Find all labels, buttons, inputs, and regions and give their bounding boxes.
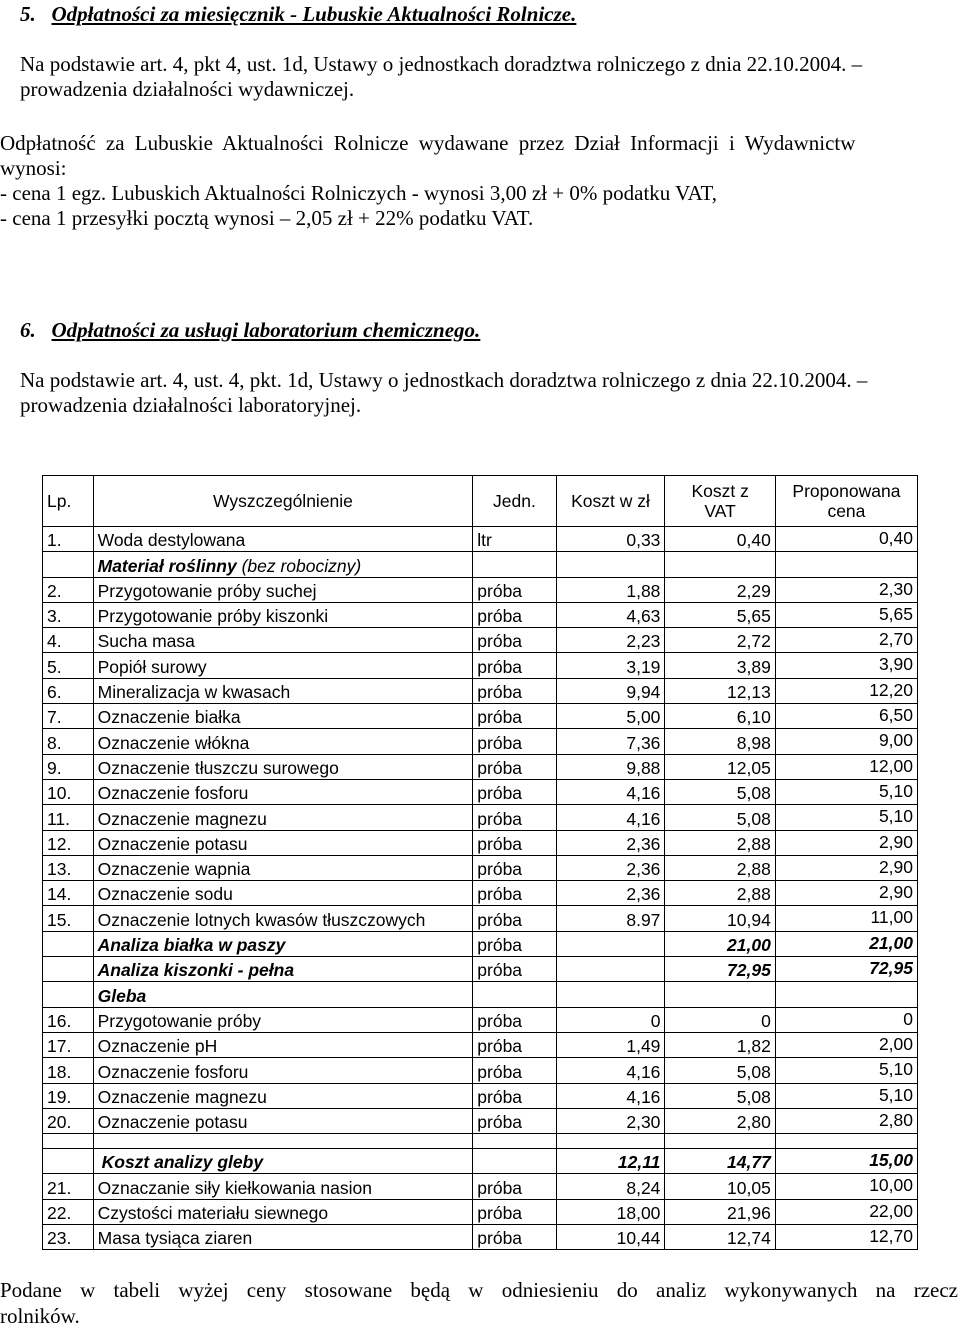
row-name-text: Oznaczenie lotnych kwasów tłuszczowych: [97, 909, 426, 930]
row-proposed-price: 12,00: [775, 754, 917, 779]
row-proposed-price: 2,00: [775, 1032, 917, 1057]
row-lp: 6.: [43, 678, 94, 703]
row-proposed-price: 15,00: [775, 1149, 917, 1174]
footer-note-line2: rolników.: [0, 1304, 80, 1328]
row-cost: [556, 1134, 665, 1149]
section-5-fee-line2: wynosi:: [0, 156, 67, 180]
row-name: [93, 552, 473, 577]
row-cost-vat: 5,08: [665, 779, 775, 804]
row-proposed-price: 6,50: [775, 704, 917, 729]
row-name: [93, 1199, 473, 1224]
row-name-text: Materiał roślinny: [97, 555, 237, 576]
section-5-number: 5.: [20, 2, 36, 26]
row-cost-vat: 12,74: [665, 1225, 775, 1250]
row-unit: próba: [473, 881, 556, 906]
table-row: [43, 931, 918, 956]
table-row: [43, 1225, 918, 1250]
row-cost-vat: 2,72: [665, 628, 775, 653]
table-row: [43, 1007, 918, 1032]
header-cost-vat-line2: VAT: [704, 501, 736, 521]
table-row: [43, 704, 918, 729]
row-proposed-price: 3,90: [775, 653, 917, 678]
header-proposed-price: [775, 476, 917, 527]
table-row: [43, 982, 918, 1007]
table-row: [43, 957, 918, 982]
row-name: [93, 1174, 473, 1199]
row-cost-vat: 5,08: [665, 1083, 775, 1108]
row-cost-vat: 6,10: [665, 704, 775, 729]
row-lp: 19.: [43, 1083, 94, 1108]
row-name-text: Oznaczanie siły kiełkowania nasion: [97, 1177, 372, 1198]
row-cost-vat: 2,80: [665, 1108, 775, 1133]
row-unit: [473, 1149, 556, 1174]
row-proposed-price: 0: [775, 1007, 917, 1032]
row-unit: ltr: [473, 527, 556, 552]
row-proposed-price: 21,00: [775, 931, 917, 956]
table-row: [43, 906, 918, 931]
row-cost: 2,30: [556, 1108, 665, 1133]
row-proposed-price: 2,70: [775, 628, 917, 653]
footer-note-line1: Podane w tabeli wyżej ceny stosowane będą w odniesieniu do analiz wykonywanych na rzecz: [0, 1278, 958, 1302]
row-lp: 21.: [43, 1174, 94, 1199]
row-unit: próba: [473, 805, 556, 830]
row-name-text: Oznaczenie sodu: [97, 884, 233, 905]
table-row: [43, 1032, 918, 1057]
row-name: [93, 1149, 473, 1174]
table-row: [43, 678, 918, 703]
row-cost-vat: 5,08: [665, 805, 775, 830]
row-name-text: Gleba: [97, 985, 147, 1006]
row-lp: 2.: [43, 577, 94, 602]
row-cost: [556, 931, 665, 956]
table-row: [43, 527, 918, 552]
row-lp: [43, 931, 94, 956]
row-proposed-price: 5,10: [775, 805, 917, 830]
row-unit: próba: [473, 754, 556, 779]
row-cost: 18,00: [556, 1199, 665, 1224]
row-unit: próba: [473, 957, 556, 982]
row-proposed-price: 11,00: [775, 906, 917, 931]
table-row: [43, 1149, 918, 1174]
row-unit: próba: [473, 577, 556, 602]
row-proposed-price: 2,80: [775, 1108, 917, 1133]
row-lp: [43, 1149, 94, 1174]
row-lp: 15.: [43, 906, 94, 931]
row-name: [93, 1225, 473, 1250]
row-lp: 14.: [43, 881, 94, 906]
row-unit: próba: [473, 1007, 556, 1032]
row-cost: 3,19: [556, 653, 665, 678]
row-lp: 5.: [43, 653, 94, 678]
row-unit: próba: [473, 830, 556, 855]
row-name-text: Woda destylowana: [97, 530, 246, 551]
section-5-price-line1: - cena 1 egz. Lubuskich Aktualności Rolniczych - wynosi 3,00 zł + 0% podatku VAT,: [0, 181, 717, 205]
row-cost-vat: 8,98: [665, 729, 775, 754]
footer-note: [0, 1277, 958, 1329]
row-name: [93, 754, 473, 779]
row-name-text: Analiza białka w paszy: [97, 935, 286, 956]
row-lp: 23.: [43, 1225, 94, 1250]
row-lp: [43, 957, 94, 982]
row-cost: 2,36: [556, 881, 665, 906]
row-unit: próba: [473, 729, 556, 754]
row-name-text: Sucha masa: [97, 631, 195, 652]
header-proposed-line2: cena: [827, 501, 866, 521]
row-name-text: Oznaczenie magnezu: [97, 1086, 267, 1107]
table-row: [43, 628, 918, 653]
row-proposed-price: 5,65: [775, 602, 917, 627]
row-cost-vat: [665, 1134, 775, 1149]
row-lp: 9.: [43, 754, 94, 779]
row-proposed-price: 72,95: [775, 957, 917, 982]
row-cost: 7,36: [556, 729, 665, 754]
header-name: Wyszczególnienie: [93, 476, 473, 527]
row-proposed-price: 12,20: [775, 678, 917, 703]
row-lp: 3.: [43, 602, 94, 627]
row-name: [93, 881, 473, 906]
row-lp: [43, 552, 94, 577]
row-cost: 4,63: [556, 602, 665, 627]
row-cost-vat: 0: [665, 1007, 775, 1032]
section-5-basis-line1: Na podstawie art. 4, pkt 4, ust. 1d, Ustawy o jednostkach doradztwa rolniczego z dnia 22.10.2004. –: [20, 52, 863, 76]
row-unit: próba: [473, 855, 556, 880]
section-5-title: Odpłatności za miesięcznik - Lubuskie Aktualności Rolnicze.: [51, 2, 577, 26]
row-name-text: Oznaczenie fosforu: [97, 783, 249, 804]
row-cost: 0,33: [556, 527, 665, 552]
table-row: [43, 855, 918, 880]
row-lp: [43, 982, 94, 1007]
section-6-basis-line2: prowadzenia działalności laboratoryjnej.: [20, 393, 362, 417]
row-unit: próba: [473, 1199, 556, 1224]
row-name-text: Oznaczenie potasu: [97, 1112, 248, 1133]
row-name: [93, 729, 473, 754]
row-name: [93, 830, 473, 855]
row-unit: [473, 1134, 556, 1149]
row-lp: 7.: [43, 704, 94, 729]
row-lp: [43, 1134, 94, 1149]
row-cost-vat: [665, 552, 775, 577]
section-6-heading: [20, 318, 480, 343]
row-proposed-price: 2,30: [775, 577, 917, 602]
row-name-text: Oznaczenie fosforu: [97, 1061, 249, 1082]
table-row: [43, 577, 918, 602]
row-name-text: Popiół surowy: [97, 656, 207, 677]
row-unit: próba: [473, 628, 556, 653]
row-name-suffix: (bez robocizny): [236, 555, 362, 576]
row-name-text: Oznaczenie wapnia: [97, 859, 251, 880]
row-cost: [556, 552, 665, 577]
row-lp: 17.: [43, 1032, 94, 1057]
row-cost-vat: 2,29: [665, 577, 775, 602]
row-cost: 4,16: [556, 805, 665, 830]
row-proposed-price: 2,90: [775, 830, 917, 855]
row-unit: próba: [473, 704, 556, 729]
row-name-text: Mineralizacja w kwasach: [97, 682, 291, 703]
row-name: [93, 1007, 473, 1032]
row-unit: próba: [473, 1083, 556, 1108]
row-lp: 4.: [43, 628, 94, 653]
row-name: [93, 678, 473, 703]
row-name: [93, 1083, 473, 1108]
header-lp: Lp.: [43, 476, 94, 527]
table-row: [43, 653, 918, 678]
row-proposed-price: 5,10: [775, 779, 917, 804]
row-cost-vat: 21,00: [665, 931, 775, 956]
row-cost-vat: 21,96: [665, 1199, 775, 1224]
row-name: [93, 704, 473, 729]
row-name-text: Oznaczenie włókna: [97, 732, 250, 753]
row-proposed-price: 5,10: [775, 1083, 917, 1108]
table-row: [43, 602, 918, 627]
row-cost-vat: 2,88: [665, 881, 775, 906]
row-lp: 10.: [43, 779, 94, 804]
table-row: [43, 830, 918, 855]
row-name-text: Oznaczenie pH: [97, 1036, 218, 1057]
row-cost: 8.97: [556, 906, 665, 931]
row-proposed-price: 22,00: [775, 1199, 917, 1224]
section-5-price-line2: - cena 1 przesyłki pocztą wynosi – 2,05 zł + 22% podatku VAT.: [0, 206, 534, 230]
row-name: [93, 931, 473, 956]
section-5-basis-line2: prowadzenia działalności wydawniczej.: [20, 77, 355, 101]
row-proposed-price: 5,10: [775, 1058, 917, 1083]
row-name: [93, 855, 473, 880]
row-cost: 9,88: [556, 754, 665, 779]
row-name-text: Przygotowanie próby suchej: [97, 580, 317, 601]
table-row: [43, 779, 918, 804]
row-cost: 4,16: [556, 1083, 665, 1108]
row-name-text: Oznaczenie potasu: [97, 833, 248, 854]
row-cost-vat: 5,65: [665, 602, 775, 627]
table-row: [43, 729, 918, 754]
table-row: [43, 1174, 918, 1199]
table-header-row: [43, 476, 918, 527]
row-lp: 8.: [43, 729, 94, 754]
row-unit: próba: [473, 1108, 556, 1133]
row-unit: próba: [473, 931, 556, 956]
row-name: [93, 628, 473, 653]
section-5-heading: [20, 2, 576, 27]
row-unit: próba: [473, 779, 556, 804]
row-unit: próba: [473, 602, 556, 627]
section-5-fee-line1: Odpłatność za Lubuskie Aktualności Rolnicze wydawane przez Dział Informacji i Wydawnictw: [0, 131, 856, 155]
row-lp: 18.: [43, 1058, 94, 1083]
row-name-text: Czystości materiału siewnego: [97, 1203, 329, 1224]
row-name-text: Koszt analizy gleby: [101, 1152, 264, 1173]
row-proposed-price: [775, 552, 917, 577]
row-cost: 1,88: [556, 577, 665, 602]
row-cost: [556, 957, 665, 982]
row-name: [93, 1108, 473, 1133]
table-row: [43, 881, 918, 906]
row-name-text: Przygotowanie próby: [97, 1010, 262, 1031]
section-6-number: 6.: [20, 318, 36, 342]
row-cost-vat: 10,94: [665, 906, 775, 931]
row-name: [93, 653, 473, 678]
table-row: [43, 1199, 918, 1224]
row-lp: 16.: [43, 1007, 94, 1032]
row-cost: 2,36: [556, 830, 665, 855]
header-cost-vat: [665, 476, 775, 527]
row-lp: 13.: [43, 855, 94, 880]
row-name: [93, 982, 473, 1007]
row-cost: 12,11: [556, 1149, 665, 1174]
row-name: [93, 602, 473, 627]
row-cost-vat: 2,88: [665, 855, 775, 880]
row-name-text: Przygotowanie próby kiszonki: [97, 606, 329, 627]
row-name: [93, 1032, 473, 1057]
row-unit: [473, 982, 556, 1007]
row-name-text: Oznaczenie tłuszczu surowego: [97, 757, 339, 778]
row-lp: 1.: [43, 527, 94, 552]
row-cost-vat: 12,05: [665, 754, 775, 779]
lab-price-table: [42, 475, 918, 1250]
header-cost-vat-line1: Koszt z: [691, 481, 749, 501]
row-name-text: Oznaczenie magnezu: [97, 808, 267, 829]
row-name-text: Analiza kiszonki - pełna: [97, 960, 295, 981]
row-proposed-price: 9,00: [775, 729, 917, 754]
row-cost: 4,16: [556, 1058, 665, 1083]
row-lp: 22.: [43, 1199, 94, 1224]
row-unit: próba: [473, 1032, 556, 1057]
row-cost: 2,36: [556, 855, 665, 880]
row-cost-vat: 0,40: [665, 527, 775, 552]
row-cost-vat: 14,77: [665, 1149, 775, 1174]
row-proposed-price: 0,40: [775, 527, 917, 552]
row-cost: [556, 982, 665, 1007]
row-lp: 12.: [43, 830, 94, 855]
row-cost-vat: 72,95: [665, 957, 775, 982]
row-cost: 5,00: [556, 704, 665, 729]
row-name: [93, 906, 473, 931]
row-unit: próba: [473, 653, 556, 678]
row-unit: próba: [473, 1174, 556, 1199]
row-proposed-price: 2,90: [775, 881, 917, 906]
row-name: [93, 1134, 473, 1149]
row-cost-vat: 10,05: [665, 1174, 775, 1199]
header-unit: Jedn.: [473, 476, 556, 527]
row-cost-vat: 3,89: [665, 653, 775, 678]
row-name: [93, 577, 473, 602]
row-cost: 4,16: [556, 779, 665, 804]
table-row: [43, 1134, 918, 1149]
row-proposed-price: 10,00: [775, 1174, 917, 1199]
row-unit: [473, 552, 556, 577]
row-unit: próba: [473, 1225, 556, 1250]
row-cost-vat: 12,13: [665, 678, 775, 703]
row-lp: 11.: [43, 805, 94, 830]
table-row: [43, 552, 918, 577]
row-cost: 1,49: [556, 1032, 665, 1057]
row-cost-vat: [665, 982, 775, 1007]
row-proposed-price: [775, 982, 917, 1007]
row-proposed-price: 12,70: [775, 1225, 917, 1250]
row-unit: próba: [473, 906, 556, 931]
section-6-basis-line1: Na podstawie art. 4, ust. 4, pkt. 1d, Ustawy o jednostkach doradztwa rolniczego z dnia 22.10.2004. –: [20, 368, 868, 392]
table-row: [43, 1058, 918, 1083]
table-row: [43, 805, 918, 830]
row-name-text: Masa tysiąca ziaren: [97, 1228, 253, 1249]
row-name: [93, 779, 473, 804]
row-cost: 8,24: [556, 1174, 665, 1199]
row-lp: 20.: [43, 1108, 94, 1133]
row-cost-vat: 2,88: [665, 830, 775, 855]
row-name: [93, 957, 473, 982]
table-row: [43, 1108, 918, 1133]
row-unit: próba: [473, 678, 556, 703]
row-name: [93, 805, 473, 830]
row-cost: 0: [556, 1007, 665, 1032]
header-cost: Koszt w zł: [556, 476, 665, 527]
row-cost-vat: 5,08: [665, 1058, 775, 1083]
row-cost: 2,23: [556, 628, 665, 653]
row-name-text: Oznaczenie białka: [97, 707, 241, 728]
row-name: [93, 527, 473, 552]
table-row: [43, 1083, 918, 1108]
row-name: [93, 1058, 473, 1083]
row-cost-vat: 1,82: [665, 1032, 775, 1057]
row-cost: 10,44: [556, 1225, 665, 1250]
row-proposed-price: [775, 1134, 917, 1149]
header-proposed-line1: Proponowana: [792, 481, 901, 501]
section-6-title: Odpłatności za usługi laboratorium chemicznego.: [51, 318, 481, 342]
row-cost: 9,94: [556, 678, 665, 703]
row-unit: próba: [473, 1058, 556, 1083]
row-proposed-price: 2,90: [775, 855, 917, 880]
table-body: [43, 527, 918, 1250]
table-row: [43, 754, 918, 779]
